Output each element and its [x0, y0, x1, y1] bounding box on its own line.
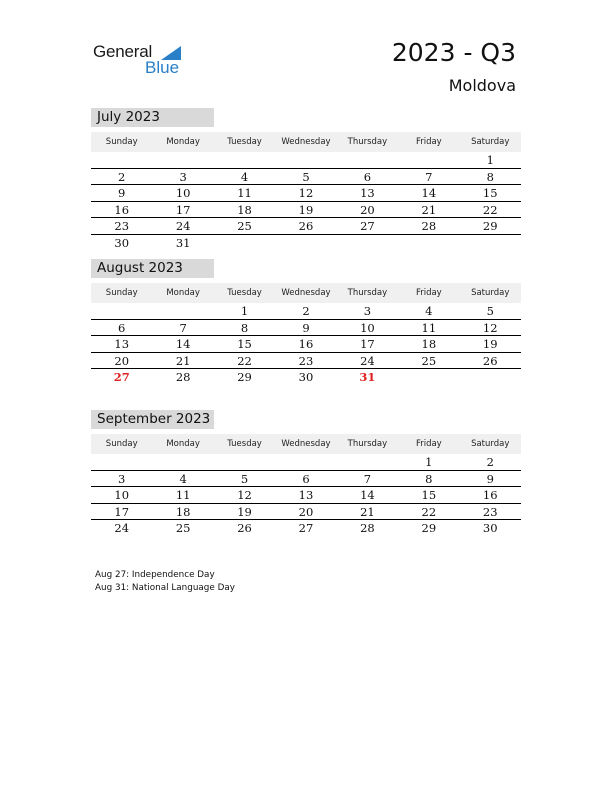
day-cell: 19	[298, 202, 314, 217]
day-cell: 30	[298, 370, 314, 385]
day-cell: 3	[179, 169, 187, 184]
weekday-label: Tuesday	[227, 439, 262, 449]
month-september	[91, 410, 521, 537]
day-cell: 23	[298, 353, 314, 368]
day-cell: 10	[114, 488, 130, 503]
empty-day-cell	[275, 152, 336, 168]
day-cell: 13	[360, 186, 375, 201]
logo-word-blue: Blue	[145, 58, 180, 77]
day-cell: 2	[302, 304, 310, 318]
empty-day-cell	[398, 235, 459, 252]
day-cell: 20	[298, 504, 314, 519]
day-cell: 17	[114, 504, 130, 519]
weekday-label: Saturday	[471, 439, 510, 449]
weekday-label: Tuesday	[227, 288, 262, 298]
week-row	[91, 320, 521, 337]
day-cell: 10	[360, 320, 375, 335]
week-row	[91, 369, 521, 386]
weekday-label: Monday	[166, 137, 200, 147]
day-cell: 25	[175, 521, 191, 536]
empty-day-cell	[460, 369, 521, 386]
day-cell: 16	[114, 202, 130, 217]
empty-day-cell	[214, 454, 275, 470]
empty-day-cell	[337, 454, 398, 470]
logo-word-general: General	[93, 42, 153, 61]
day-cell: 12	[237, 488, 252, 503]
day-cell: 22	[237, 353, 252, 368]
holiday-day-cell: 27	[113, 370, 130, 385]
day-cell: 3	[363, 304, 372, 318]
month-july	[91, 108, 521, 252]
day-cell: 21	[360, 504, 375, 519]
day-cell: 6	[302, 471, 310, 486]
week-row	[91, 202, 521, 219]
day-cell: 5	[486, 304, 494, 318]
day-cell: 14	[175, 337, 191, 352]
day-cell: 16	[482, 488, 498, 503]
day-cell: 30	[114, 235, 130, 250]
day-cell: 12	[482, 320, 498, 335]
weekday-label: Sunday	[105, 439, 138, 449]
month-august	[91, 259, 521, 386]
empty-day-cell	[337, 235, 398, 252]
day-cell: 2	[118, 169, 126, 184]
day-cell: 9	[486, 471, 494, 486]
day-cell: 20	[114, 353, 130, 368]
weekday-header-row	[91, 434, 521, 454]
quarter-title: 2023 - Q3	[391, 38, 516, 67]
week-row	[91, 471, 521, 488]
day-cell: 25	[237, 219, 252, 234]
day-cell: 27	[298, 521, 314, 536]
day-cell: 1	[486, 153, 494, 167]
country-name: Moldova	[448, 76, 516, 95]
holiday-note: Aug 31: National Language Day	[95, 583, 235, 593]
day-cell: 8	[486, 169, 494, 184]
day-cell: 21	[421, 202, 437, 217]
day-cell: 3	[118, 471, 126, 486]
day-cell: 12	[298, 186, 314, 201]
empty-day-cell	[152, 152, 213, 168]
holiday-notes	[95, 569, 235, 595]
week-row	[91, 353, 521, 370]
day-cell: 21	[175, 353, 191, 368]
weekday-label: Friday	[415, 288, 442, 298]
week-row	[91, 454, 521, 471]
empty-day-cell	[152, 303, 213, 319]
weekday-label: Saturday	[471, 288, 510, 298]
weekday-header-row	[91, 132, 521, 152]
day-cell: 18	[237, 202, 252, 217]
day-cell: 22	[482, 202, 498, 217]
weekday-label: Sunday	[105, 137, 138, 147]
day-cell: 7	[363, 471, 372, 486]
day-cell: 5	[240, 471, 249, 486]
weekday-label: Wednesday	[281, 137, 331, 147]
weekday-header-row	[91, 283, 521, 303]
day-cell: 8	[240, 320, 249, 335]
weekday-label: Thursday	[347, 288, 388, 298]
day-cell: 17	[175, 202, 191, 217]
day-cell: 19	[482, 337, 498, 352]
month-title: August 2023	[91, 259, 214, 278]
day-cell: 18	[175, 504, 191, 519]
day-cell: 25	[421, 353, 437, 368]
day-cell: 11	[237, 186, 252, 201]
day-cell: 26	[482, 353, 498, 368]
day-cell: 11	[421, 320, 437, 335]
day-cell: 17	[360, 337, 375, 352]
day-cell: 23	[482, 504, 498, 519]
weekday-label: Monday	[166, 439, 200, 449]
holiday-day-cell: 31	[359, 370, 376, 385]
weekday-label: Friday	[415, 137, 442, 147]
week-row	[91, 336, 521, 353]
day-cell: 24	[114, 521, 130, 536]
day-cell: 28	[175, 370, 191, 385]
month-title: September 2023	[91, 410, 214, 429]
week-row	[91, 185, 521, 202]
empty-day-cell	[398, 369, 459, 386]
day-cell: 10	[175, 186, 191, 201]
week-row	[91, 487, 521, 504]
day-cell: 8	[425, 471, 433, 486]
day-cell: 19	[237, 504, 252, 519]
day-cell: 31	[175, 235, 191, 250]
day-cell: 4	[425, 304, 433, 318]
day-cell: 22	[421, 504, 437, 519]
day-cell: 23	[114, 219, 130, 234]
weekday-label: Friday	[415, 439, 442, 449]
day-cell: 1	[240, 304, 249, 318]
day-cell: 7	[425, 169, 433, 184]
day-cell: 9	[302, 320, 310, 335]
day-cell: 15	[482, 186, 498, 201]
empty-day-cell	[91, 454, 152, 470]
day-cell: 15	[237, 337, 252, 352]
weekday-label: Monday	[166, 288, 200, 298]
day-cell: 11	[175, 488, 191, 503]
day-cell: 29	[421, 521, 437, 536]
day-cell: 7	[179, 320, 187, 335]
week-row	[91, 218, 521, 235]
day-cell: 6	[118, 320, 126, 335]
empty-day-cell	[460, 235, 521, 252]
week-row	[91, 520, 521, 537]
day-cell: 14	[421, 186, 437, 201]
day-cell: 18	[421, 337, 437, 352]
day-cell: 6	[363, 169, 372, 184]
weekday-label: Thursday	[347, 439, 388, 449]
day-cell: 13	[298, 488, 314, 503]
holiday-note: Aug 27: Independence Day	[95, 570, 215, 580]
weekday-label: Wednesday	[281, 288, 331, 298]
day-cell: 4	[240, 169, 249, 184]
empty-day-cell	[337, 152, 398, 168]
empty-day-cell	[398, 152, 459, 168]
week-row	[91, 303, 521, 320]
day-cell: 24	[175, 219, 191, 234]
month-title: July 2023	[91, 108, 214, 127]
day-cell: 24	[360, 353, 375, 368]
weekday-label: Thursday	[347, 137, 388, 147]
weekday-label: Wednesday	[281, 439, 331, 449]
empty-day-cell	[91, 303, 152, 319]
week-rows	[91, 303, 521, 386]
day-cell: 26	[237, 521, 252, 536]
generalblue-logo	[93, 42, 193, 78]
day-cell: 9	[118, 186, 126, 201]
day-cell: 28	[421, 219, 437, 234]
week-row	[91, 169, 521, 186]
empty-day-cell	[152, 454, 213, 470]
week-row	[91, 504, 521, 521]
day-cell: 27	[360, 219, 375, 234]
empty-day-cell	[275, 235, 336, 252]
day-cell: 30	[482, 521, 498, 536]
day-cell: 1	[425, 455, 433, 469]
day-cell: 2	[486, 455, 494, 469]
empty-day-cell	[91, 152, 152, 168]
week-rows	[91, 454, 521, 537]
weekday-label: Saturday	[471, 137, 510, 147]
week-rows	[91, 152, 521, 252]
day-cell: 29	[482, 219, 498, 234]
week-row	[91, 152, 521, 169]
day-cell: 14	[360, 488, 375, 503]
day-cell: 20	[360, 202, 375, 217]
empty-day-cell	[214, 235, 275, 252]
day-cell: 28	[360, 521, 375, 536]
empty-day-cell	[214, 152, 275, 168]
day-cell: 16	[298, 337, 314, 352]
empty-day-cell	[275, 454, 336, 470]
day-cell: 26	[298, 219, 314, 234]
week-row	[91, 235, 521, 252]
weekday-label: Sunday	[105, 288, 138, 298]
day-cell: 15	[421, 488, 437, 503]
day-cell: 13	[114, 337, 130, 352]
day-cell: 29	[237, 370, 252, 385]
day-cell: 4	[179, 471, 187, 486]
weekday-label: Tuesday	[227, 137, 262, 147]
day-cell: 5	[302, 169, 310, 184]
